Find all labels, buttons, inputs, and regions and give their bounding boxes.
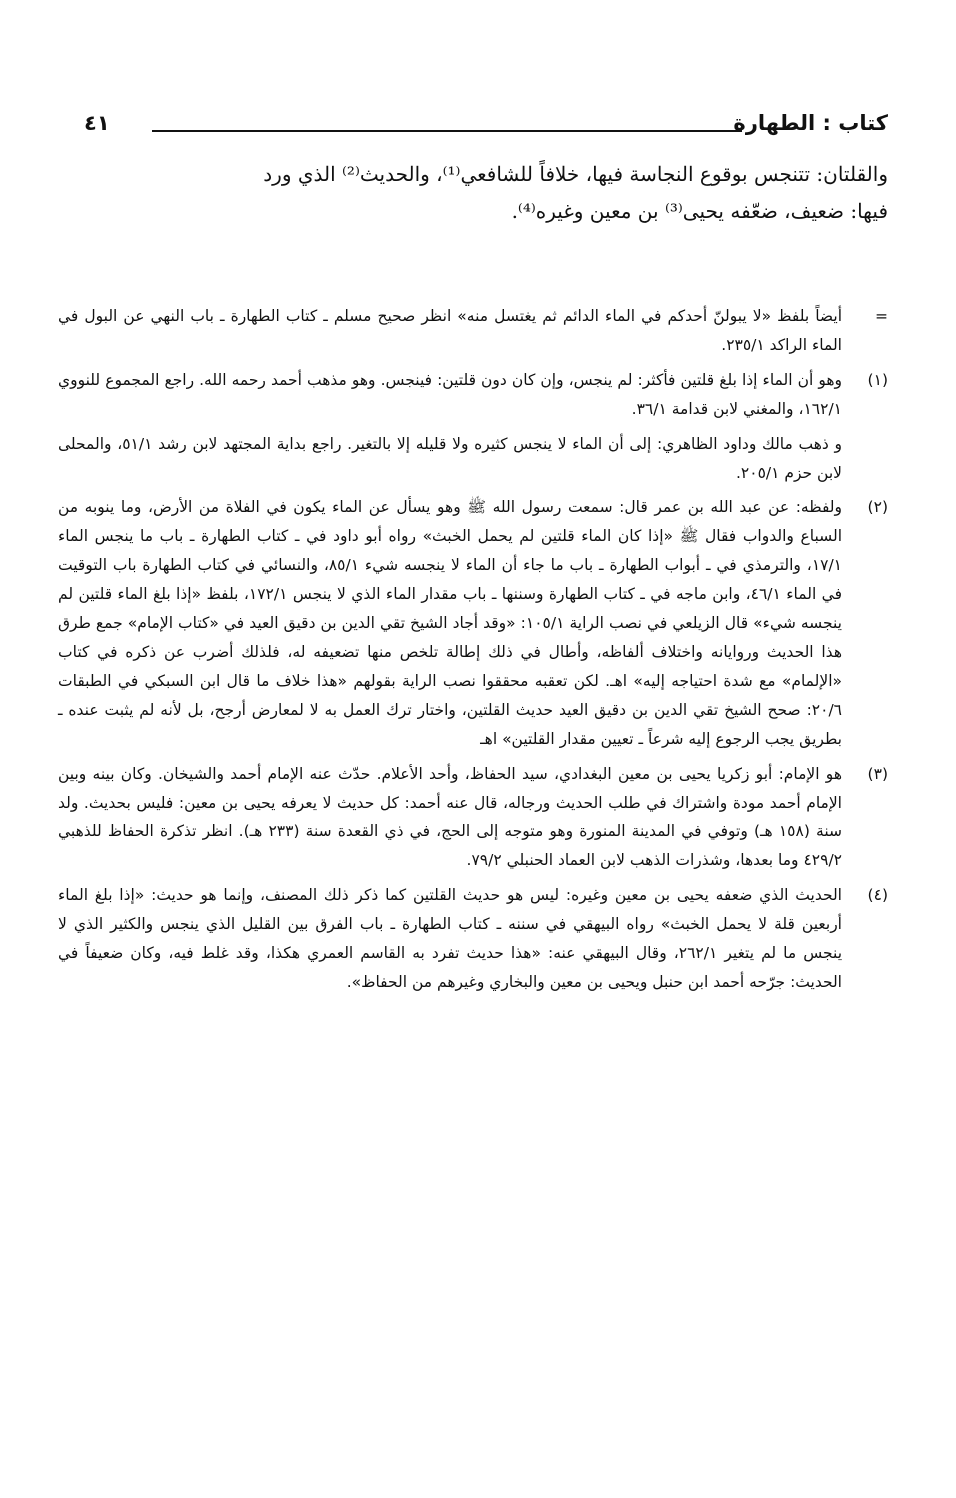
- footnote-4: [58, 881, 888, 997]
- footnote-marker: (١): [867, 370, 888, 389]
- footnotes: [58, 302, 888, 1003]
- footnote-paragraph: أيضاً بلفظ «لا يبولنّ أحدكم في الماء الدائم ثم يغتسل منه» انظر صحيح مسلم ـ كتاب الطهارة ـ باب النهي عن البول في الماء الراكد ٢٣٥/١.: [58, 307, 842, 354]
- footnote-paragraph: ولفظه: عن عبد الله بن عمر قال: سمعت رسول الله ﷺ وهو يسأل عن الماء يكون في الفلاة من الأرض، وما ينوبه من السباع والدواب فقال ﷺ «إذا كان الماء قلتين لم يحمل الخبث» رواه أبو داود في ـ كتاب الطهارة ـ باب ما ينجس الماء ١٧/١، والترمذي في ـ أبواب الطهارة ـ باب ما جاء أن الماء لا ينجسه شيء ٨٥/١، والنسائي في كتاب الطهارة باب التوقيت في الماء ٤٦/١، وابن ماجه في ـ كتاب الطهارة وسننها ـ باب مقدار الماء الذي لا ينجس ١٧٢/١، بلفظ «إذا بلغ الماء قلتين لم ينجسه شيء» قال الزيلعي في نصب الراية ١٠٥/١: «وقد أجاد الشيخ تقي الدين بن دقيق العيد في «كتاب الإمام» جمع طرق هذا الحديث وروايانه واختلاف ألفاظه، وأطال في ذلك إطالة تلخص منها تضعيفه له، فلذلك أضرب عن ذكره في كتاب «الإلمام» مع شدة احتياجه إليه» اهـ. لكن تعقبه محققوا نصب الراية بقولهم «هذا خلاف ما قال ابن السبكي في الطبقات ٢٠/٦: صحح الشيخ تقي الدين بن دقيق العيد حديث القلتين، واختار ترك العمل به لا لمعارض أرجح، بل لأنه لم يثبت عنده ـ بطريق يجب الرجوع إليه شرعاً ـ تعيين مقدار القلتين» اهـ: [58, 498, 843, 748]
- footnote-marker: (٢): [867, 498, 888, 517]
- footnote-marker: =: [875, 307, 888, 325]
- footnote-paragraph: وهو أن الماء إذا بلغ قلتين فأكثر: لم ينجس، وإن كان دون قلتين: فينجس. وهو مذهب أحمد رحمه الله. راجع المجموع للنووي ١٦٢/١، والمغني لابن قدامة ٣٦/١.: [58, 370, 842, 418]
- footnote-marker: (٤): [867, 886, 888, 905]
- footnote-3: [58, 760, 888, 876]
- footnote-paragraph: الحديث الذي ضعفه يحيى بن معين وغيره: ليس هو حديث القلتين كما ذكر ذلك المصنف، وإنما هو حديث: «إذا بلغ الماء أربعين قلة لا يحمل الخبث» رواه البيهقي في سننه ـ كتاب الطهارة ـ باب الفرق بين القليل الذي ينجس والكثير الذي لا ينجس ما لم يتغير ٢٦٢/١، وقال البيهقي عنه: «هذا حديث تفرد به القاسم العمري هكذا، وقد غلط فيه، وكان ضعيفاً في الحديث: جرّحه أحمد ابن حنبل ويحيى بن معين والبخاري وغيرهم من الحفاظ».: [58, 886, 843, 991]
- main-line: والقلتان: تتنجس بوقوع النجاسة فيها، خلافاً للشافعي⁽¹⁾، والحديث⁽²⁾ الذي ورد: [263, 162, 888, 186]
- footnote-1: [58, 366, 888, 488]
- running-header-title: كتاب : الطهارة: [733, 111, 888, 135]
- footnote-paragraph: و ذهب مالك وداود الظاهري: إلى أن الماء لا ينجس كثيره ولا قليله إلا بالتغير. راجع بداية المجتهد لابن رشد ٥١/١، والمحلى لابن حزم ٢٠٥/١.: [58, 434, 842, 482]
- footnote-body: [58, 302, 842, 360]
- header-rule: [152, 130, 742, 132]
- footnote-body: [58, 760, 842, 876]
- main-text: [58, 156, 888, 230]
- main-line: فيها: ضعيف، ضعّفه يحيى⁽³⁾ بن معين وغيره⁽⁴⁾.: [511, 199, 888, 223]
- page-number: ٤١: [84, 111, 110, 135]
- footnote-2: [58, 493, 888, 753]
- footnote-body: [58, 366, 842, 488]
- footnote-body: [58, 493, 842, 753]
- footnote-paragraph: هو الإمام: أبو زكريا يحيى بن معين البغدادي، سيد الحفاظ، وأحد الأعلام. حدّث عنه الإمام أحمد والشيخان. وكان بينه وبين الإمام أحمد مودة واشتراك في طلب الحديث ورجاله، قال عنه أحمد: كل حديث لا يعرفه يحيى بن معين: فليس بحديث. ولد سنة (١٥٨ هـ) وتوفي في المدينة المنورة وهو متوجه إلى الحج، في ذي القعدة سنة (٢٣٣ هـ). انظر تذكرة الحفاظ للذهبي ٤٢٩/٢ وما بعدها، وشذرات الذهب لابن العماد الحنبلي ٧٩/٢.: [58, 764, 843, 870]
- footnote-body: [58, 881, 842, 997]
- footnote-continued: [58, 302, 888, 360]
- footnote-marker: (٣): [867, 764, 888, 783]
